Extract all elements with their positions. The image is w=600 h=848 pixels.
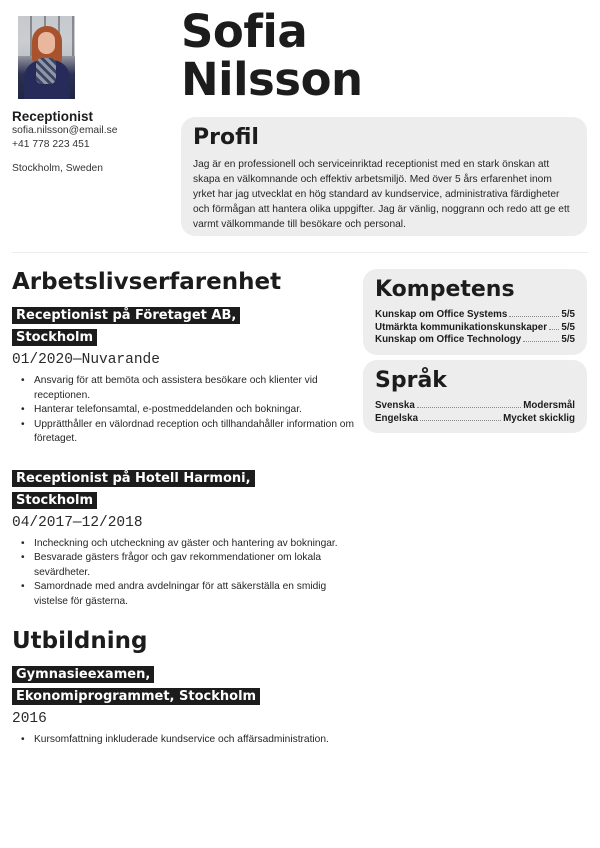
bullet-item: • Incheckning och utcheckning av gäster och hantering av bokningar. xyxy=(34,537,357,552)
skill-name: Kunskap om Office Technology xyxy=(375,334,522,345)
divider xyxy=(12,252,588,253)
bullet-item: • Kursomfattning inkluderade kundservice och affärsadministration. xyxy=(34,733,357,748)
language-name: Svenska xyxy=(375,400,415,411)
bullet-item: • Samordnade med andra avdelningar för att säkerställa en smidig vistelse för gästerna. xyxy=(34,580,357,609)
job-role: Receptionist xyxy=(12,109,94,124)
profile-photo xyxy=(18,16,75,99)
main-column xyxy=(12,266,357,748)
job-bullets xyxy=(12,374,357,447)
skills-title: Kompetens xyxy=(375,277,515,302)
profile-title: Profil xyxy=(193,125,259,150)
location: Stockholm, Sweden xyxy=(12,163,104,174)
job-date: 04/2017—12/2018 xyxy=(12,514,143,531)
skill-level: 5/5 xyxy=(561,309,575,320)
skill-row xyxy=(375,334,575,347)
education-date: 2016 xyxy=(12,711,47,727)
skills-section xyxy=(363,269,587,355)
language-row xyxy=(375,413,575,426)
job-bullets xyxy=(12,537,357,610)
job-entry xyxy=(12,304,357,447)
bullet-item: • Upprätthåller en välordnad reception och tillhandahåller information om företaget. xyxy=(34,418,357,447)
job-date: 01/2020—Nuvarande xyxy=(12,352,160,368)
bullet-item: • Ansvarig för att bemöta och assistera besökare och klienter vid receptionen. xyxy=(34,374,357,403)
first-name: Sofia xyxy=(181,5,308,58)
bullet-item: • Besvarade gästers frågor och gav rekommendationer om lokala sevärdheter. xyxy=(34,551,357,580)
education-entry xyxy=(12,663,357,748)
language-level: Mycket skicklig xyxy=(503,412,575,424)
last-name: Nilsson xyxy=(181,53,363,106)
skill-row xyxy=(375,322,575,335)
profile-section xyxy=(181,117,587,236)
language-name: Engelska xyxy=(375,412,419,424)
phone: +41 778 223 451 xyxy=(12,139,90,150)
experience-title: Arbetslivserfarenhet xyxy=(12,269,282,295)
education-title-text: Gymnasieexamen, Ekonomiprogrammet, Stockholm xyxy=(12,666,260,705)
skill-name: Kunskap om Office Systems xyxy=(375,309,508,320)
job-title: Receptionist på Hotell Harmoni, Stockholm xyxy=(12,470,255,509)
contact-info xyxy=(12,109,177,176)
skill-level: 5/5 xyxy=(561,321,575,333)
skill-row xyxy=(375,309,575,322)
profile-text: Jag är en professionell och serviceinriktad receptionist med en stark önskan att skapa en välkomnande och effektiv arbetsmiljö. Med över 5 års erfarenhet inom yrket har jag utvecklat en hög standard av kundservice, administrativa färdigheter och förmågan att hantera olika uppgifter. Jag är vänlig, noggrann och redo att ge ett varmt välkommande till besökare och personal. xyxy=(193,159,570,231)
job-entry xyxy=(12,467,357,610)
skill-level: 5/5 xyxy=(561,334,575,345)
language-row xyxy=(375,400,575,413)
languages-section xyxy=(363,360,587,433)
education-title: Utbildning xyxy=(12,628,148,654)
bullet-item: • Hanterar telefonsamtal, e-postmeddelanden och bokningar. xyxy=(34,403,357,418)
language-level: Modersmål xyxy=(523,400,575,411)
education-bullets xyxy=(12,733,357,748)
skill-name: Utmärkta kommunikationskunskaper xyxy=(375,321,548,333)
email: sofia.nilsson@email.se xyxy=(12,125,118,136)
person-name xyxy=(181,5,363,106)
job-title: Receptionist på Företaget AB, Stockholm xyxy=(12,307,240,346)
languages-title: Språk xyxy=(375,368,447,393)
